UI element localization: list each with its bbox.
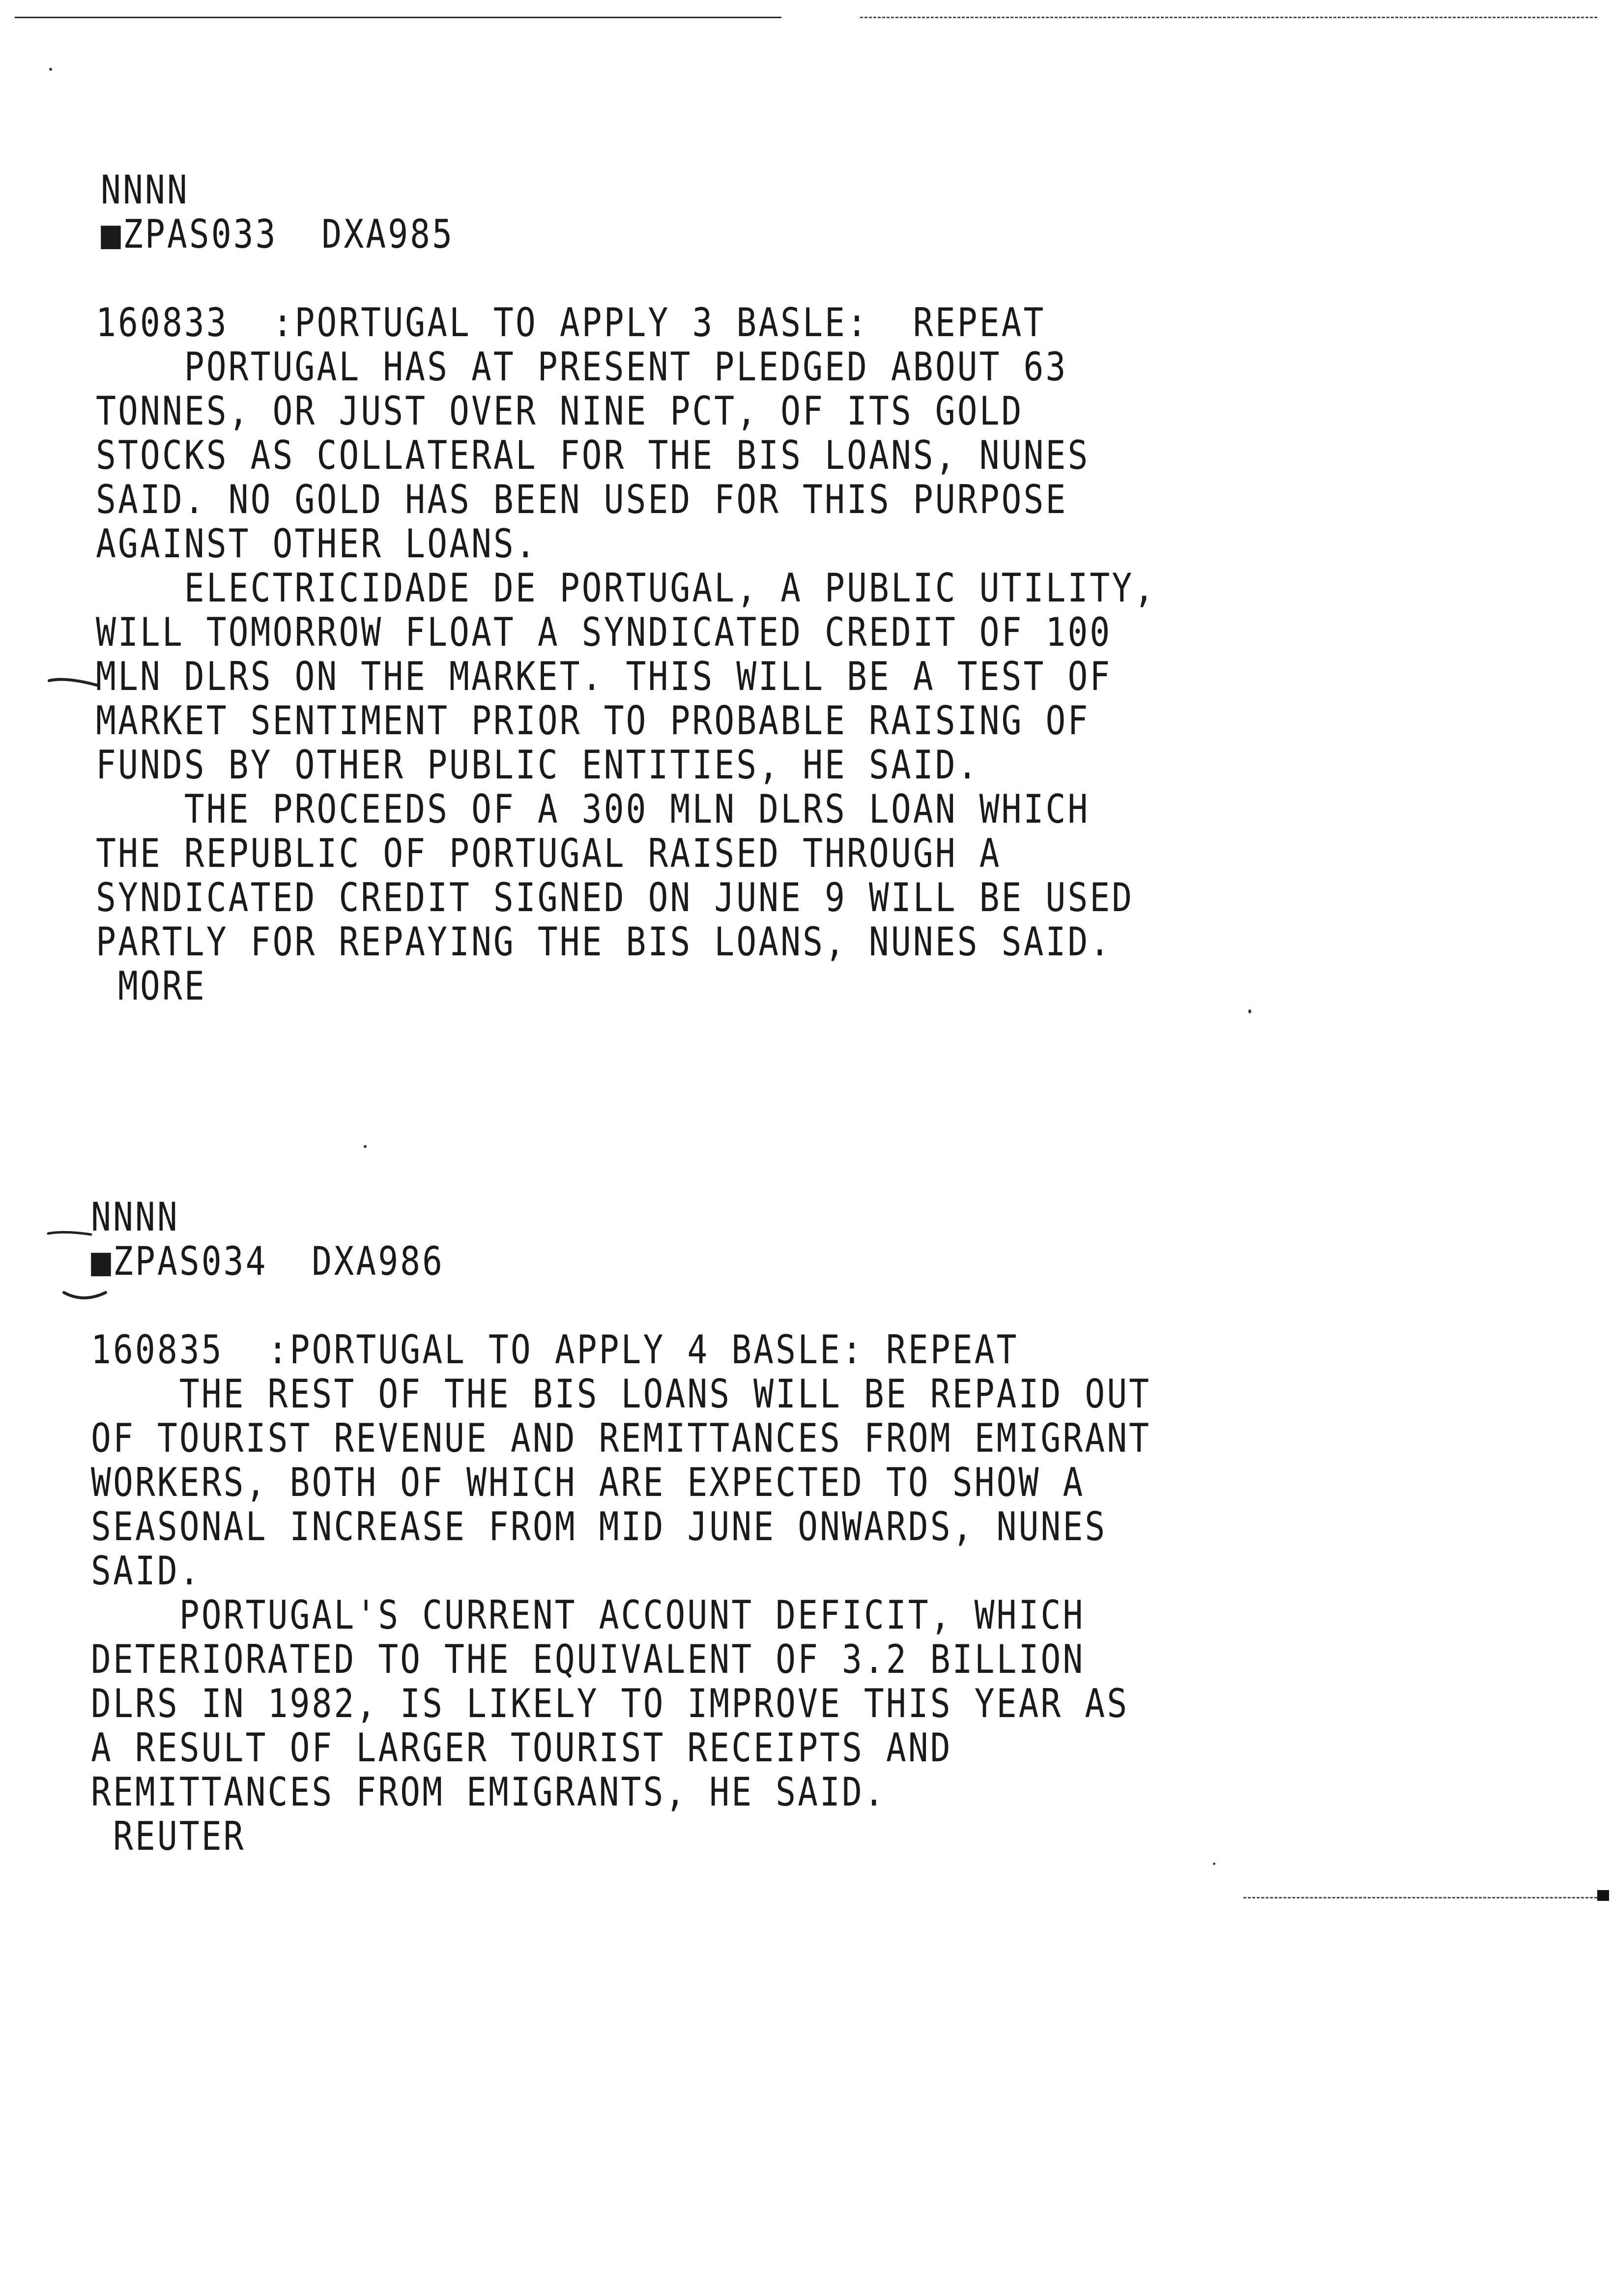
message-line: A RESULT OF LARGER TOURIST RECEIPTS AND	[91, 1725, 952, 1772]
speck	[364, 1145, 367, 1148]
message-header: ■ZPAS033 DXA985	[101, 211, 455, 258]
message-line: AGAINST OTHER LOANS.	[96, 521, 538, 568]
rule-end-block	[1597, 1890, 1609, 1901]
message-line: PORTUGAL'S CURRENT ACCOUNT DEFICIT, WHICH	[91, 1592, 1085, 1639]
message-line: SEASONAL INCREASE FROM MID JUNE ONWARDS, NUNES	[91, 1504, 1107, 1550]
bottom-rule-right	[1243, 1897, 1597, 1898]
message-line: PARTLY FOR REPAYING THE BIS LOANS, NUNES SAID.	[96, 919, 1112, 966]
message-line: DLRS IN 1982, IS LIKELY TO IMPROVE THIS YEAR AS	[91, 1681, 1129, 1727]
message-line: WILL TOMORROW FLOAT A SYNDICATED CREDIT OF 100	[96, 609, 1112, 656]
message-line: SAID. NO GOLD HAS BEEN USED FOR THIS PURPOSE	[96, 477, 1068, 523]
speck	[49, 68, 52, 71]
message-separator: NNNN	[101, 167, 189, 214]
message-line: OF TOURIST REVENUE AND REMITTANCES FROM EMIGRANT	[91, 1415, 1151, 1462]
message-line: PORTUGAL HAS AT PRESENT PLEDGED ABOUT 63	[96, 344, 1068, 391]
speck	[1213, 1863, 1215, 1865]
message-separator: NNNN	[91, 1194, 179, 1241]
message-line: THE REST OF THE BIS LOANS WILL BE REPAID OUT	[91, 1371, 1151, 1418]
message-footer: MORE	[96, 963, 206, 1010]
message-line: SAID.	[91, 1548, 202, 1595]
message-line: FUNDS BY OTHER PUBLIC ENTITIES, HE SAID.	[96, 742, 979, 789]
message-footer: REUTER	[91, 1813, 246, 1860]
message-line: TONNES, OR JUST OVER NINE PCT, OF ITS GOLD	[96, 388, 1024, 435]
speck	[1248, 1009, 1251, 1013]
message-line: SYNDICATED CREDIT SIGNED ON JUNE 9 WILL BE USED	[96, 875, 1134, 921]
message-line: 160833 :PORTUGAL TO APPLY 3 BASLE: REPEAT	[96, 300, 1046, 346]
message-line: REMITTANCES FROM EMIGRANTS, HE SAID.	[91, 1769, 886, 1816]
message-line: MARKET SENTIMENT PRIOR TO PROBABLE RAISING OF	[96, 698, 1090, 745]
message-line: ELECTRICIDADE DE PORTUGAL, A PUBLIC UTILITY,	[96, 565, 1156, 612]
message-line: WORKERS, BOTH OF WHICH ARE EXPECTED TO SHOW A	[91, 1460, 1085, 1506]
top-rule-left	[15, 17, 781, 18]
message-line: 160835 :PORTUGAL TO APPLY 4 BASLE: REPEAT	[91, 1327, 1019, 1374]
message-line: STOCKS AS COLLATERAL FOR THE BIS LOANS, NUNES	[96, 432, 1090, 479]
message-line: MLN DLRS ON THE MARKET. THIS WILL BE A TEST OF	[96, 654, 1112, 700]
message-line: THE REPUBLIC OF PORTUGAL RAISED THROUGH A	[96, 831, 1002, 877]
top-rule-right	[860, 17, 1597, 18]
pen-stroke-mark	[44, 1224, 98, 1253]
message-line: THE PROCEEDS OF A 300 MLN DLRS LOAN WHICH	[96, 786, 1090, 833]
message-line: DETERIORATED TO THE EQUIVALENT OF 3.2 BILLION	[91, 1636, 1085, 1683]
message-header: ■ZPAS034 DXA986	[91, 1238, 445, 1285]
